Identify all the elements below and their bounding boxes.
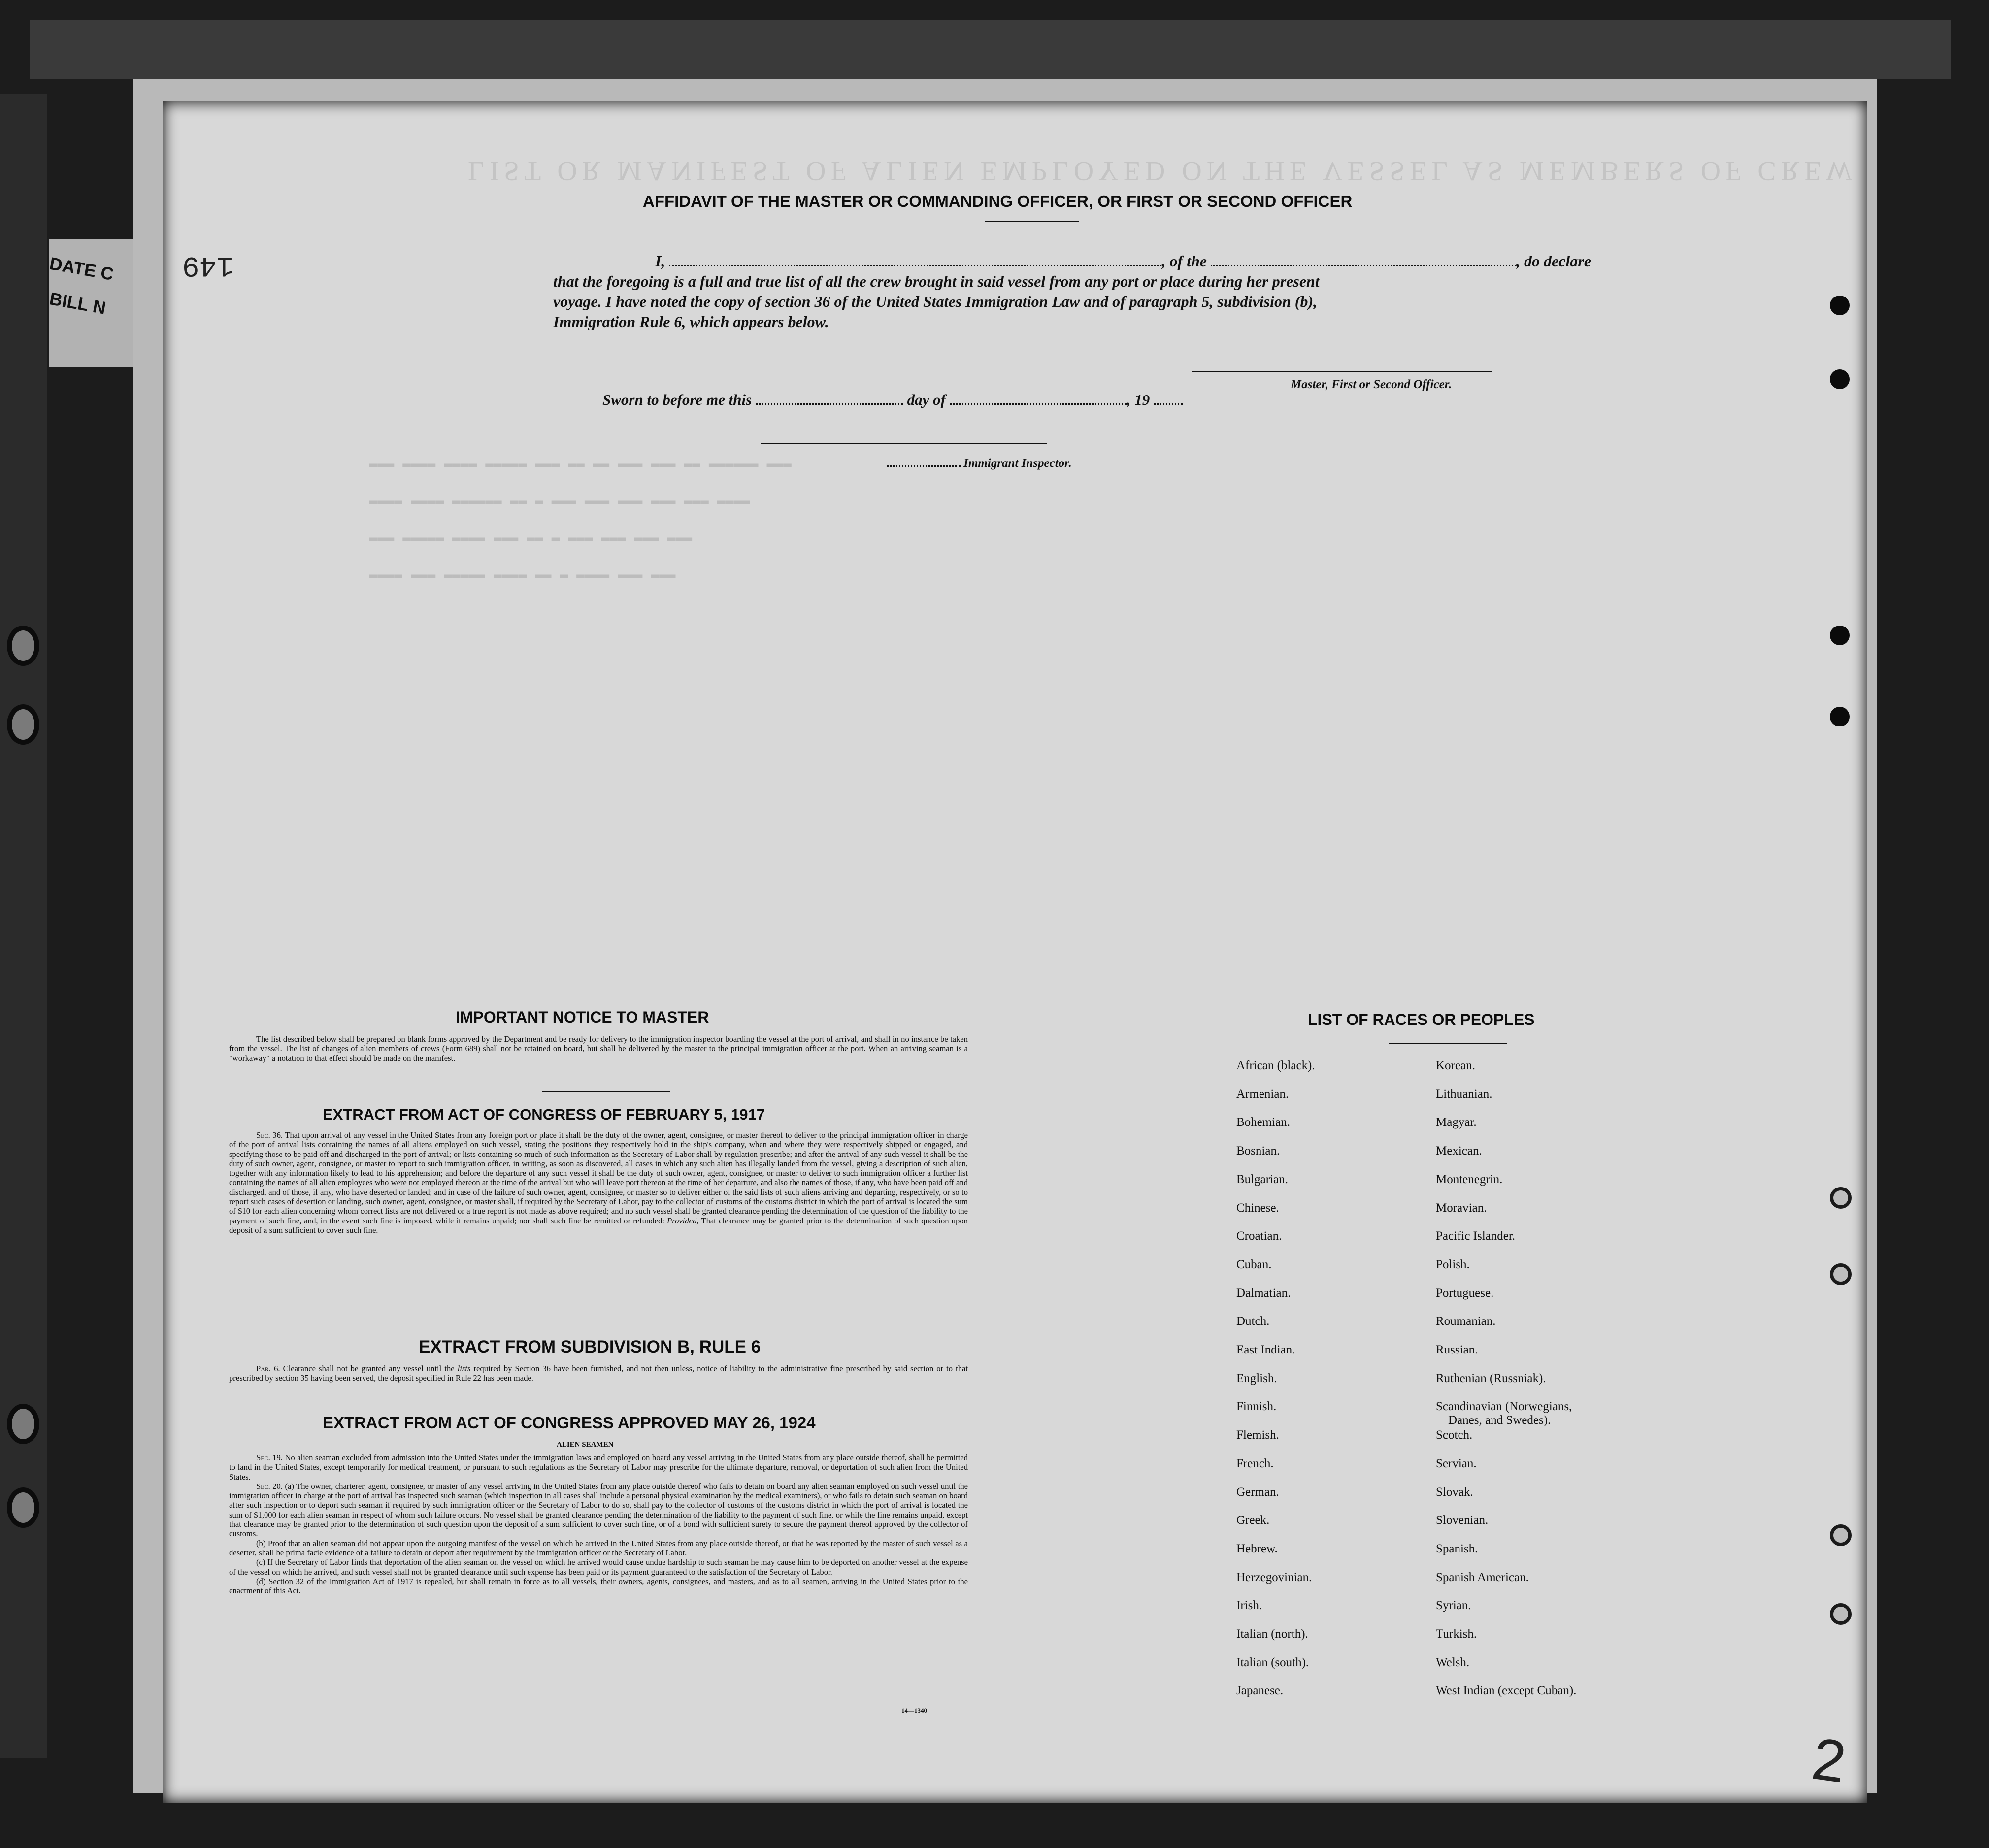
proviso-text: That clearance may be granted prior to the determination of such question upon deposit of a sum sufficient to cover such fine. (229, 1216, 968, 1235)
extract-1917-title: EXTRACT FROM ACT OF CONGRESS OF FEBRUARY 5, 1917 (323, 1106, 765, 1123)
notice-rule (542, 1091, 670, 1092)
par-6-label: Par. 6. (256, 1364, 280, 1373)
race-item: Turkish. (1436, 1627, 1477, 1641)
para-d-text: (d) Section 32 of the Immigration Act of 1917 is repealed, but shall remain in force as to all vessels, their owners, agents, consignees, and masters, and as to all seamen, arriving in the United States prior to the enactment of this Act. (229, 1576, 968, 1596)
inspector-signature-line[interactable] (761, 443, 1047, 444)
proviso-word: Provided, (667, 1216, 699, 1225)
race-item: West Indian (except Cuban). (1436, 1684, 1577, 1698)
affidavit-line-1 (655, 251, 1591, 271)
sworn-line (602, 390, 1183, 410)
race-item: Syrian. (1436, 1599, 1471, 1613)
race-item: French. (1236, 1456, 1274, 1470)
sworn-month-blank[interactable] (950, 403, 1127, 405)
inspector-blank[interactable] (887, 465, 961, 467)
affidavit-line-3: voyage. I have noted the copy of section 36 of the United States Immigration Law and of paragraph 5, subdivision (b), (553, 293, 1318, 310)
race-item: Dalmatian. (1236, 1286, 1291, 1300)
race-item: Flemish. (1236, 1428, 1279, 1442)
alien-seamen-subtitle: ALIEN SEAMEN (557, 1441, 614, 1449)
extract-1924-body (229, 1453, 968, 1595)
race-item: Irish. (1236, 1599, 1262, 1613)
races-title: LIST OF RACES OR PEOPLES (1308, 1011, 1535, 1028)
race-item: African (black). (1236, 1059, 1315, 1072)
race-item: Magyar. (1436, 1116, 1477, 1129)
sworn-year-blank[interactable] (1154, 403, 1183, 405)
race-item: Russian. (1436, 1343, 1478, 1356)
race-item: Greek. (1236, 1514, 1270, 1527)
race-item: Croatian. (1236, 1229, 1282, 1243)
document-page (163, 101, 1867, 1803)
handwritten-number: 149 (182, 249, 234, 281)
race-item: Armenian. (1236, 1087, 1289, 1101)
race-item: Polish. (1436, 1257, 1470, 1271)
punch-hole (1830, 296, 1850, 315)
date-stamp (49, 239, 135, 367)
affidavit-i: I, (655, 252, 665, 270)
race-item: Scotch. (1436, 1428, 1473, 1442)
race-item: Dutch. (1236, 1315, 1270, 1328)
race-item: Welsh. (1436, 1655, 1470, 1669)
punch-hole (1830, 626, 1850, 645)
race-item: Chinese. (1236, 1201, 1279, 1215)
affidavit-line-4: Immigration Rule 6, which appears below. (553, 313, 829, 330)
affidavit-title: AFFIDAVIT OF THE MASTER OR COMMANDING OFFICER, OR FIRST OR SECOND OFFICER (643, 192, 1353, 210)
master-signature-label: Master, First or Second Officer. (1291, 378, 1452, 391)
punch-hole (1830, 1603, 1852, 1625)
sec-20-label: Sec. 20. (256, 1481, 283, 1491)
affidavit-rule (985, 221, 1079, 222)
punch-hole (1830, 707, 1850, 726)
vessel-blank[interactable] (1211, 265, 1516, 266)
race-item: Herzegovinian. (1236, 1570, 1312, 1584)
extract-1917-body (229, 1130, 968, 1235)
race-item: Montenegrin. (1436, 1172, 1503, 1186)
race-item: English. (1236, 1371, 1277, 1385)
race-item: Finnish. (1236, 1400, 1277, 1414)
affidavit-do-declare: , do declare (1516, 252, 1591, 270)
sec-36-text: That upon arrival of any vessel in the United States from any foreign port or place it shall be the duty of the owner, agent, consignee, or master thereof to deliver to the principal immigration officer in charge of the port of arrival lists containing the names of all aliens employed on such vessel, stating the positions they respectively hold in the ship's company, when and where they were respectively shipped or engaged, and specifying those to be paid off and discharged in the port of arrival; or lists containing so much of such information as the Secretary of Labor shall by regulation prescribe; and after the arrival of any such vessel it shall be the duty of such owner, agent, consignee, or master to report to such immigration officer, in writing, as soon as discovered, all cases in which any such alien has illegally landed from the vessel, giving a description of such alien, together with any information likely to lead to his apprehension; and before the departure of any such vessel it shall be the duty of such owner, agent, consignee, or master to deliver to such immigration officer a further list containing the names of all alien employees who were not employed thereon at the time of the arrival but who will leave port thereon at the time of her departure, and also the names of those, if any, who have been paid off and discharged, and of those, if any, who have deserted or landed; and in case of the failure of such owner, agent, consignee, or master so to deliver either of the said lists of such aliens arriving and departing, respectively, or so to report such cases of desertion or landing, such owner, agent, consignee, or master shall, if required by the Secretary of Labor, pay to the collector of customs of the customs district in which the port of arrival is located the sum of $10 for each alien concerning whom correct lists are not delivered or a true report is not made as above required; and no such vessel shall be granted clearance pending the determination of the question of the liability to the payment of such fine, and, in the event such fine is imposed, while it remains unpaid; nor shall such fine be remitted or refunded: (229, 1130, 968, 1225)
race-item: Italian (north). (1236, 1627, 1308, 1641)
binder-hole (7, 626, 39, 666)
punch-hole (1830, 1187, 1852, 1209)
race-item: Portuguese. (1436, 1286, 1494, 1300)
race-item: Spanish American. (1436, 1570, 1529, 1584)
binder-hole (7, 704, 39, 745)
race-item: Italian (south). (1236, 1655, 1309, 1669)
par-6-text-b: required by Section 36 have been furnished, and not then unless, notice of liability to the administrative fine prescribed by said section or to that prescribed by section 35 having been served, the deposit specified in Rule 22 has been made. (229, 1364, 968, 1383)
affidavit-of-the: , of the (1161, 252, 1207, 270)
par-6-lists: lists (457, 1364, 471, 1373)
form-number: 14—1340 (901, 1707, 927, 1714)
para-c-text: (c) If the Secretary of Labor finds that deportation of the alien seaman on the vessel on which he arrived would cause undue hardship to such seaman he may cause him to be deported on another vessel at the expense of the vessel on which he arrived, and such vessel shall not be granted clearance until such expense has been paid or its payment guaranteed to the satisfaction of the Secretary of Labor. (229, 1557, 968, 1577)
race-item: Ruthenian (Russniak). (1436, 1371, 1546, 1385)
race-item: Hebrew. (1236, 1542, 1278, 1555)
race-item: Bosnian. (1236, 1144, 1280, 1158)
scan-top-edge (30, 20, 1951, 79)
bleed-through-rows: ▬▬▬ ▬▬▬▬ ▬▬▬▬ ▬▬▬▬▬ ▬▬▬ ▬▬ ▬▬ ▬▬▬ ▬▬▬ ▬▬ ▬▬▬▬▬▬ ▬▬▬ ▬▬▬▬ ▬▬▬▬ ▬▬▬▬▬▬ ▬▬ ▬ ▬▬▬ ▬▬▬ ▬▬▬ ▬▬▬ ▬▬▬ ▬▬▬▬ ▬▬▬ ▬▬▬▬▬ ▬▬▬▬ ▬▬▬ ▬▬ ▬ ▬▬▬ ▬▬▬ ▬▬▬ ▬▬▬ ▬▬▬▬ ▬▬▬ ▬▬▬▬▬ ▬▬▬▬ ▬▬ ▬ ▬▬▬▬ ▬▬▬ ▬▬▬ (369, 457, 792, 583)
binder-hole (7, 1404, 39, 1444)
day-of-text: day of (907, 391, 946, 408)
punch-hole (1830, 1263, 1852, 1285)
notice-body (229, 1034, 968, 1063)
binder-strip (0, 94, 47, 1758)
race-item: Moravian. (1436, 1201, 1487, 1215)
sec-20-text: (a) The owner, charterer, agent, consignee, or master of any vessel arriving in the United States from any place outside thereof who fails to detain on board any alien seaman employed on such vessel until the immigration officer in charge at the port of arrival has inspected such seaman (which inspection in all cases shall include a personal physical examination by the medical examiners), or who fails to detain such seaman on board after such inspection or to deport such seaman if required by such immigration officer or the Secretary of Labor to do so, shall pay to the collector of customs of the customs district in which the port of arrival is located the sum of $1,000 for each alien seaman in respect of whom such failure occurs. No vessel shall be granted clearance pending the determination of the liability to the payment of such fine, or while the fine remains unpaid, except that clearance may be granted prior to the determination of such question upon the deposit of a sum sufficient to cover such fine, or of a bond with sufficient surety to secure the payment thereof approved by the collector of customs. (229, 1481, 968, 1539)
bleed-through-title: LIST OR MANIFEST OF ALIEN EMPLOYED ON THE VESSEL AS MEMBERS OF CREW (468, 156, 1857, 186)
race-item: Danes, and Swedes). (1448, 1414, 1551, 1427)
race-item: Scandinavian (Norwegians, (1436, 1400, 1572, 1414)
notice-title: IMPORTANT NOTICE TO MASTER (456, 1008, 709, 1026)
sec-36-label: Sec. 36. (256, 1130, 283, 1140)
race-item: East Indian. (1236, 1343, 1295, 1356)
binder-hole (7, 1487, 39, 1528)
year-text: , 19 (1127, 391, 1150, 408)
race-item: Servian. (1436, 1456, 1477, 1470)
races-rule (1389, 1043, 1507, 1044)
race-item: Bulgarian. (1236, 1172, 1288, 1186)
race-item: Korean. (1436, 1059, 1475, 1072)
affidavit-line-2: that the foregoing is a full and true list of all the crew brought in said vessel from any port or place during her present (553, 272, 1320, 290)
race-item: Slovenian. (1436, 1514, 1489, 1527)
race-item: Cuban. (1236, 1257, 1272, 1271)
race-item: Japanese. (1236, 1684, 1284, 1698)
para-b-text: (b) Proof that an alien seaman did not appear upon the outgoing manifest of the vessel on which he arrived in the United States from any place outside thereof, or that he was reported by the master of such vessel as a deserter, shall be prima facie evidence of a failure to detain or deport after requirement by the immigration officer or the Secretary of Labor. (229, 1538, 968, 1557)
punch-hole (1830, 369, 1850, 389)
race-item: Spanish. (1436, 1542, 1478, 1555)
sworn-text: Sworn to before me this (602, 391, 752, 408)
race-item: German. (1236, 1485, 1279, 1499)
inspector-line (887, 453, 1072, 473)
stamp-line-2: BILL N (48, 288, 108, 318)
extract-rule6-title: EXTRACT FROM SUBDIVISION B, RULE 6 (419, 1337, 761, 1356)
race-item: Bohemian. (1236, 1116, 1291, 1129)
extract-rule6-body (229, 1364, 968, 1383)
inspector-label: Immigrant Inspector. (963, 457, 1072, 470)
sworn-day-blank[interactable] (756, 403, 903, 405)
master-signature-line[interactable] (1192, 371, 1492, 372)
par-6-text-a: Clearance shall not be granted any vessel until the (283, 1364, 455, 1373)
race-item: Mexican. (1436, 1144, 1482, 1158)
sec-19-label: Sec. 19. (256, 1453, 283, 1462)
sec-19-text: No alien seaman excluded from admission into the United States under the immigration laws and employed on board any vessel arriving in the United States from any place outside thereof, shall be permitted to land in the United States, except temporarily for medical treatment, or pursuant to such regulations as the Secretary of Labor may prescribe for the ultimate departure, removal, or deportation of such alien from the United States. (229, 1453, 968, 1482)
notice-text: The list described below shall be prepared on blank forms approved by the Department and be ready for delivery to the immigration inspector boarding the vessel at the port of arrival, and shall in no instance be taken from the vessel. The list of changes of alien members of crews (Form 689) shall not be retained on board, but shall be delivered by the master to the principal immigration officer at the port. When an arriving seaman is a "workaway" a notation to that effect should be made on the manifest. (229, 1034, 968, 1063)
name-blank[interactable] (669, 265, 1161, 266)
extract-1924-title: EXTRACT FROM ACT OF CONGRESS APPROVED MAY 26, 1924 (323, 1414, 816, 1432)
race-item: Roumanian. (1436, 1315, 1496, 1328)
stamp-line-1: DATE C (48, 253, 115, 285)
race-item: Lithuanian. (1436, 1087, 1492, 1101)
race-item: Slovak. (1436, 1485, 1473, 1499)
race-item: Pacific Islander. (1436, 1229, 1516, 1243)
page-number: 2 (1808, 1725, 1850, 1795)
punch-hole (1830, 1524, 1852, 1546)
